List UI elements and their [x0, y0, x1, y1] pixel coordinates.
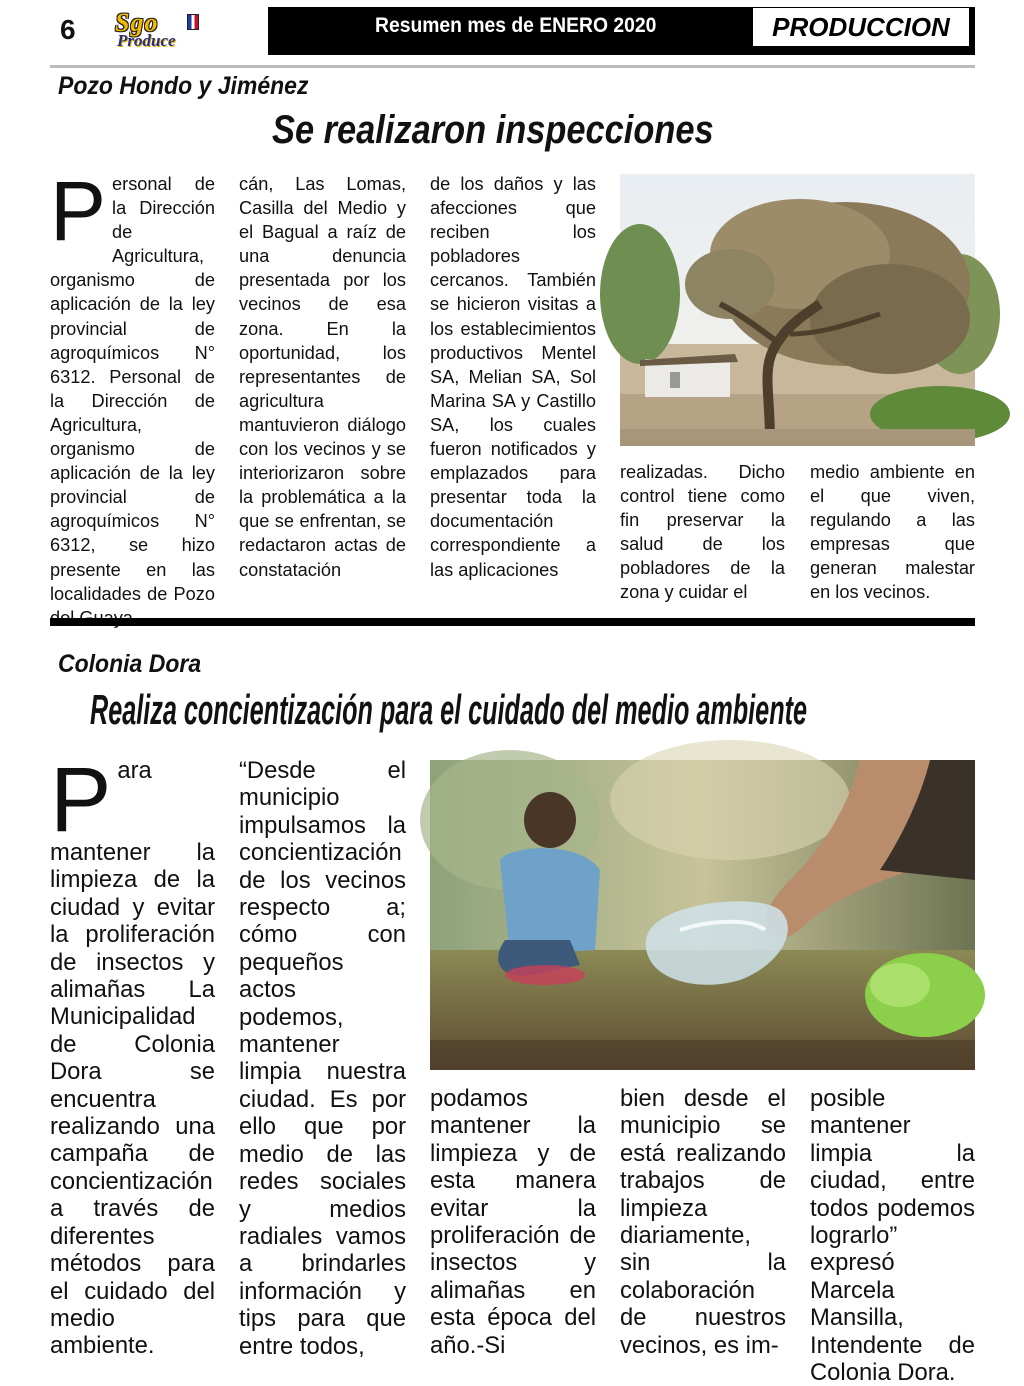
logo-line2: Produce	[117, 31, 176, 50]
article-headline: Realiza concientización para el cuidado del medio ambiente	[90, 686, 807, 733]
header-summary: Resumen mes de ENERO 2020	[375, 14, 657, 37]
article-column-1	[50, 749, 215, 1360]
flag-icon	[187, 14, 199, 30]
article-column-4: bien desde el municipio se está realizando trabajos de limpieza diariamente, sin la colaboración de nuestros vecinos, es im-	[620, 1085, 786, 1359]
article-headline: Se realizaron inspecciones	[272, 108, 714, 152]
drop-cap: P	[50, 749, 112, 851]
article-column-5: posible mantener limpia la ciudad, entre todos podemos lograrlo” expresó Marcela Mansilla, Intendente de Colonia Dora.	[810, 1085, 975, 1386]
section-label: PRODUCCION	[753, 8, 969, 46]
article-column-4: realizadas. Dicho control tiene como fin preservar la salud de los pobladores de la zona y cuidar el	[620, 462, 785, 603]
article-separator	[50, 618, 975, 626]
article-column-2: “Desde el municipio impulsamos la concientización de los vecinos respecto a; cómo con pequeños actos podemos, mantener limpia nuestra ciudad. Es por ello que por medio de las redes sociales y medios radiales vamos a brindarles información y tips para que entre todos,	[239, 757, 406, 1360]
recycling-photo	[430, 760, 975, 1070]
article-column-2: cán, Las Lomas, Casilla del Medio y el Bagual a raíz de una denuncia presentada por los vecinos de esa zona. En la oportunidad, los representantes de agricultura mantuvieron diálogo con los vecinos y se interiorizaron sobre la problemática a la que se enfrentan, se redactaron actas de constatación	[239, 174, 406, 580]
column-text: ara mantener la limpieza de la ciudad y evitar la proliferación de insectos y alimañas La Municipalidad de Colonia Dora se encuentra realizando una campaña de concientización a través de diferentes métodos para el cuidado del medio ambiente.	[50, 757, 215, 1360]
column-text: ersonal de la Dirección de Agricultura, organismo de aplicación de la ley provincial de agroquímicos N° 6312. Personal de la Dirección de Agricultura, organismo de aplicación de la ley provincial de agroquímicos N° 6312, se hizo presente en las localidades de Pozo	[50, 174, 215, 604]
article-kicker: Pozo Hondo y Jiménez	[58, 72, 309, 100]
logo-line1: Sgo	[115, 8, 159, 37]
page-number: 6	[60, 14, 76, 45]
tree-photo	[620, 174, 975, 446]
article-column-3: podamos mantener la limpieza y de esta manera evitar la proliferación de insectos y alimañas en esta época del año.-Si	[430, 1085, 596, 1359]
divider	[50, 65, 975, 68]
drop-cap: P	[50, 164, 107, 258]
article-column-3: de los daños y las afecciones que reciben los pobladores cercanos. También se hicieron visitas a los establecimientos productivos Mentel SA, Melian SA, Sol Marina SA y Castillo SA, los cuales fueron notificados y emplazados para presentar toda la documentación correspondiente a las aplicaciones	[430, 174, 596, 580]
logo	[115, 8, 255, 50]
article-kicker: Colonia Dora	[58, 650, 202, 678]
article-column-1	[50, 164, 215, 607]
article-column-5: medio ambiente en el que viven, regulando a las empresas que generan malestar en los vecinos.	[810, 462, 975, 603]
